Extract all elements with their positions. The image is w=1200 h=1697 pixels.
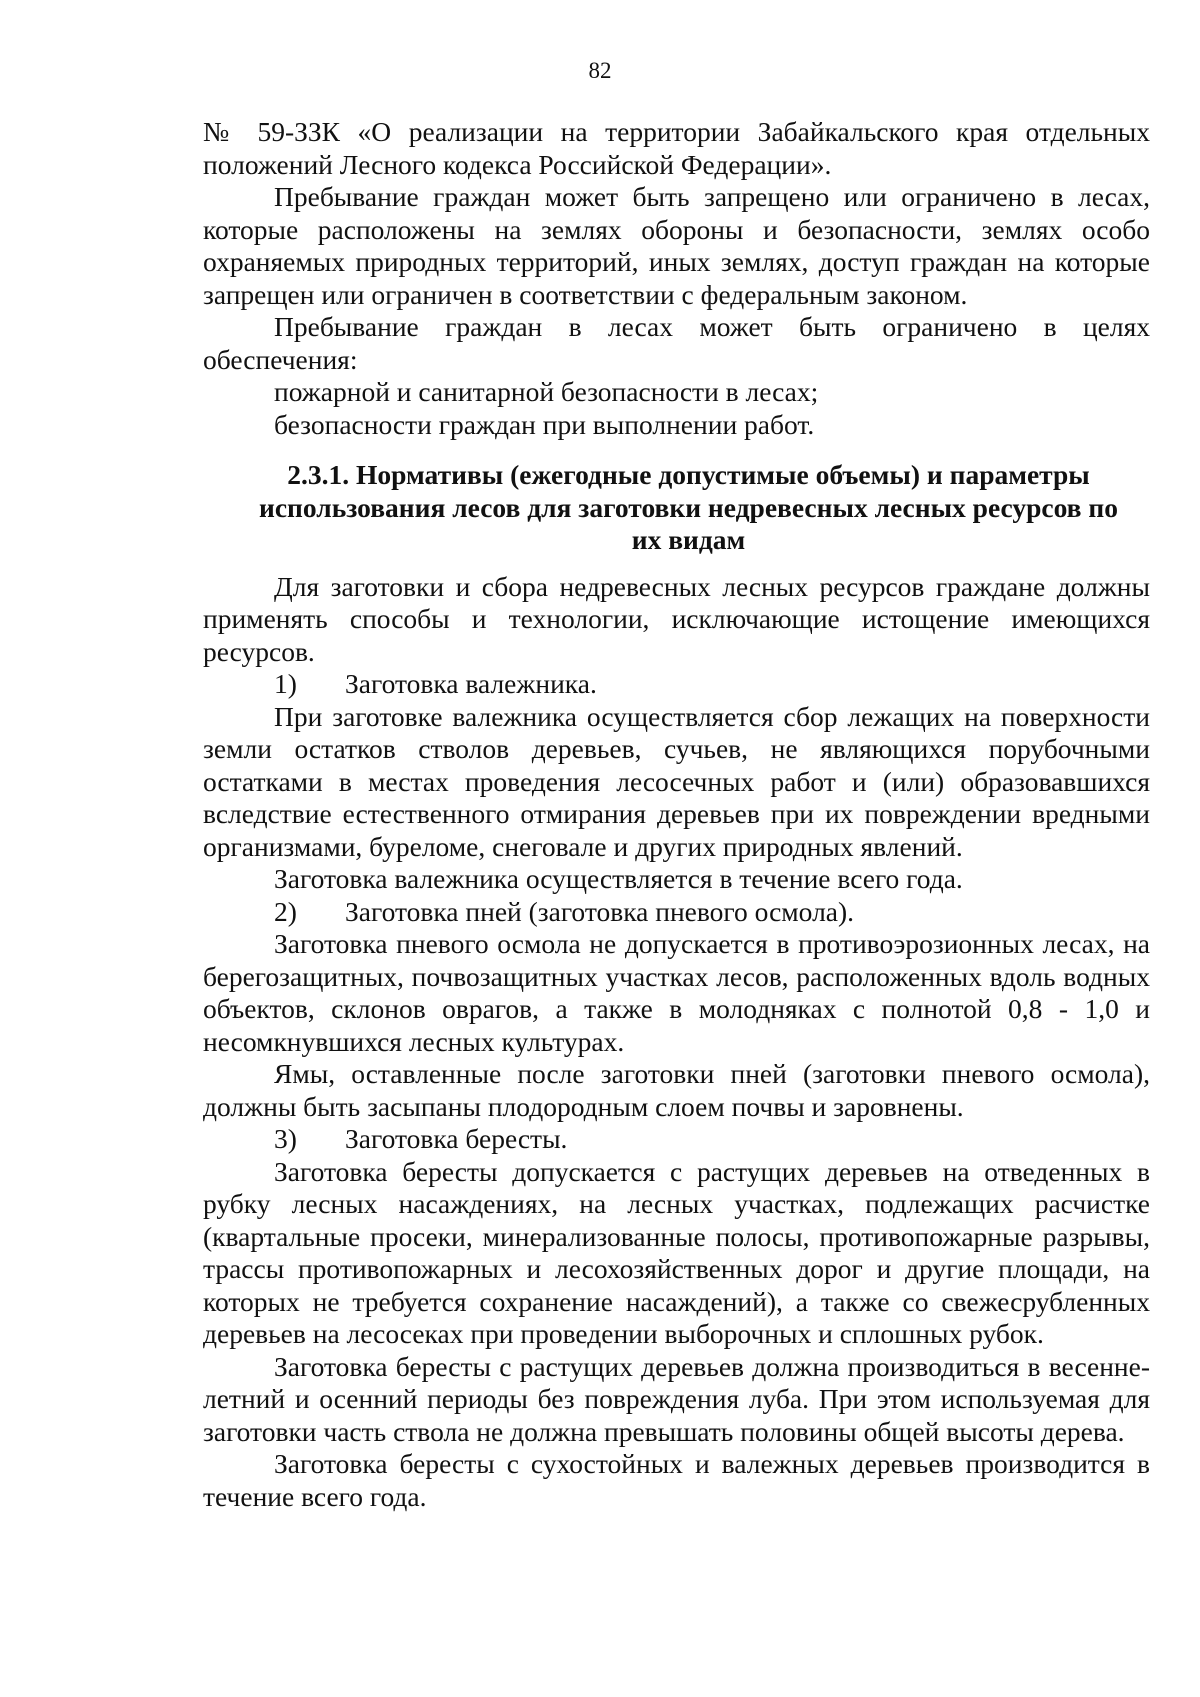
section-heading: 2.3.1. Нормативы (ежегодные допустимые объемы) и параметры использования лесов для заготовки недревесных лесных ресурсов по их видам bbox=[259, 459, 1118, 555]
paragraph-intro: Для заготовки и сбора недревесных лесных ресурсов граждане должны применять способы и технологии, исключающие истощение имеющихся ресурсов. bbox=[203, 570, 1150, 667]
paragraph-restrictions: Пребывание граждан может быть запрещено или ограничено в лесах, которые расположены на землях обороны и безопасности, землях особо охраняемых природных территорий, иных землях, доступ граждан на которые запрещен или ограничен в соответствии с федеральным законом. bbox=[203, 181, 1150, 310]
item-title: Заготовка пней (заготовка пневого осмола). bbox=[345, 895, 855, 927]
paragraph-birch-bark-season: Заготовка бересты с растущих деревьев должна производиться в весенне-летний и осенний периоды без повреждения луба. При этом используемая для заготовки часть ствола не должна превышать половины общей высоты дерева. bbox=[203, 1350, 1150, 1447]
paragraph-stumps-restrictions: Заготовка пневого осмола не допускается в противоэрозионных лесах, на берегозащитных, почвозащитных участках лесов, расположенных вдоль водных объектов, склонов оврагов, а также в молодняках с полнотой 0,8 - 1,0 и несомкнувшихся лесных культурах. bbox=[203, 928, 1150, 1057]
paragraph-birch-bark-deadwood: Заготовка бересты с сухостойных и валежных деревьев производится в течение всего года. bbox=[203, 1448, 1150, 1512]
document-body bbox=[203, 116, 1150, 1513]
paragraph-deadwood-description: При заготовке валежника осуществляется сбор лежащих на поверхности земли остатков стволов деревьев, сучьев, не являющихся порубочными остатками в местах проведения лесосечных работ и (или) образовавшихся вследствие естественного отмирания деревьев при их повреждении вредными организмами, буреломе, снеговале и других природных явлений. bbox=[203, 700, 1150, 862]
item-title: Заготовка валежника. bbox=[345, 668, 597, 699]
item-number: 3) bbox=[274, 1123, 297, 1154]
paragraph-deadwood-season: Заготовка валежника осуществляется в течение всего года. bbox=[274, 863, 963, 894]
item-heading-birch-bark bbox=[203, 1123, 1150, 1156]
paragraph-law-reference: № 59-ЗЗК «О реализации на территории Забайкальского края отдельных положений Лесного кодекса Российской Федерации». bbox=[203, 116, 1150, 180]
page-number: 82 bbox=[588, 58, 612, 83]
item-heading-stumps bbox=[203, 896, 1150, 929]
paragraph-stumps-pits: Ямы, оставленные после заготовки пней (заготовки пневого осмола), должны быть засыпаны плодородным слоем почвы и заровнены. bbox=[203, 1058, 1150, 1122]
item-title: Заготовка бересты. bbox=[345, 1123, 568, 1154]
paragraph-birch-bark-allowed: Заготовка бересты допускается с растущих деревьев на отведенных в рубку лесных насаждениях, на лесных участках, подлежащих расчистке (квартальные просеки, минерализованные полосы, противопожарные разрывы, трассы противопожарных и лесохозяйственных дорог и другие площади, на которых не требуется сохранение насаждений), а также со свежесрубленных деревьев на лесосеках при проведении выборочных и сплошных рубок. bbox=[203, 1155, 1150, 1349]
paragraph-limit-purposes: Пребывание граждан в лесах может быть ограничено в целях обеспечения: bbox=[203, 311, 1150, 375]
item-number: 2) bbox=[274, 895, 297, 927]
item-heading-deadwood bbox=[203, 668, 1150, 701]
list-item-work-safety: безопасности граждан при выполнении работ. bbox=[274, 408, 815, 440]
item-number: 1) bbox=[274, 668, 297, 699]
list-item-fire-safety: пожарной и санитарной безопасности в лесах; bbox=[274, 376, 819, 407]
